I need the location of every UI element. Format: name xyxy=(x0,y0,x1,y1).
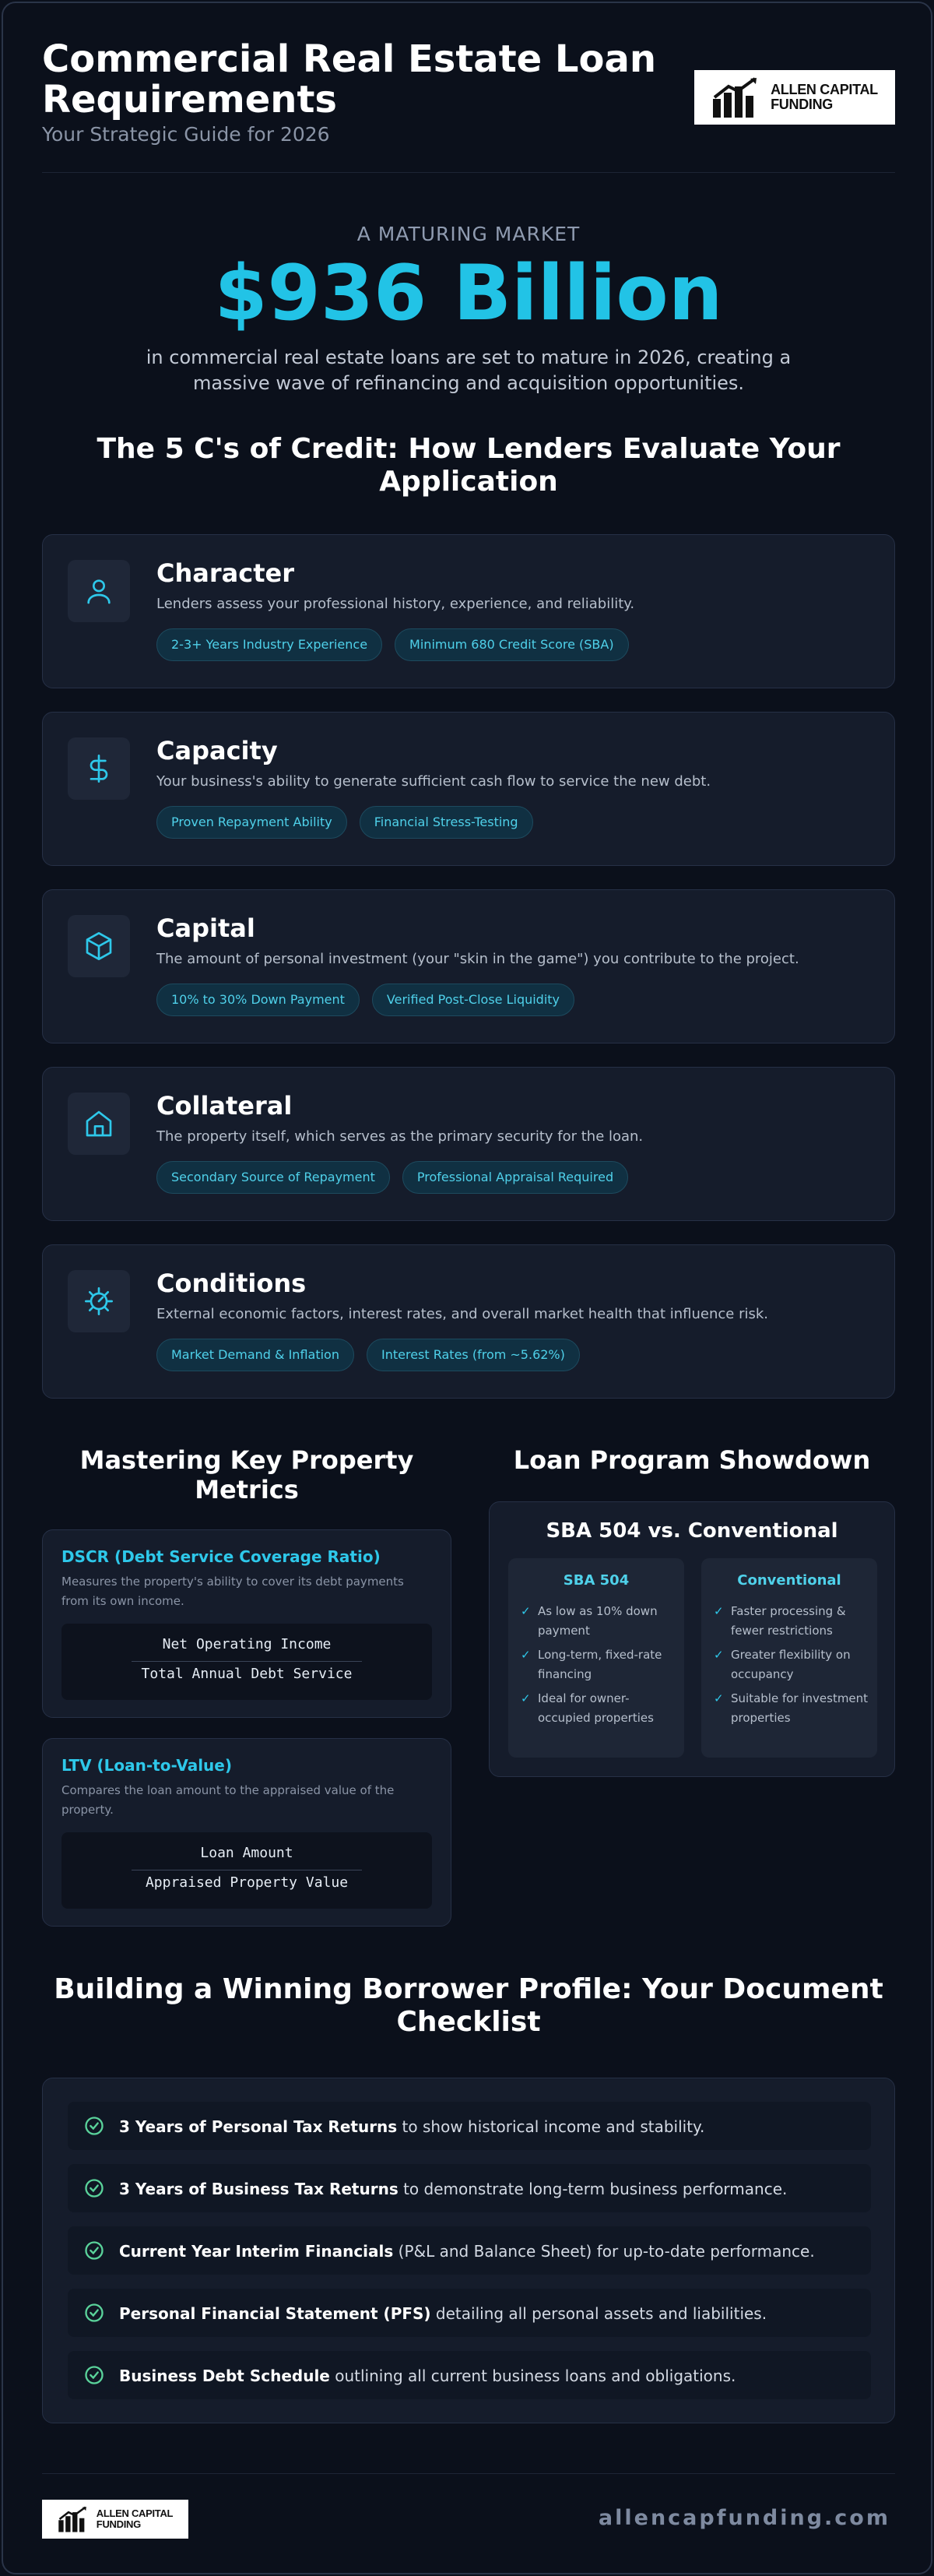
program-feature-text: Suitable for investment properties xyxy=(731,1691,869,1725)
program-feature xyxy=(521,1602,676,1641)
c-card-description: Your business's ability to generate sufficient cash flow to service the new debt. xyxy=(156,773,711,790)
c-card-tag: Minimum 680 Credit Score (SBA) xyxy=(395,628,629,661)
checklist-item-text xyxy=(119,2117,704,2136)
c-card-name: Character xyxy=(156,558,294,588)
checklist-item-rest: (P&L and Balance Sheet) for up-to-date performance. xyxy=(393,2242,815,2261)
check-icon: ✓ xyxy=(521,1604,531,1618)
hero-kicker: A MATURING MARKET xyxy=(356,223,581,245)
hero xyxy=(42,223,895,396)
c-card-tag: Interest Rates (from ~5.62%) xyxy=(367,1339,580,1371)
program-name: Conventional xyxy=(737,1572,841,1589)
metrics-title: Mastering Key Property Metrics xyxy=(79,1445,414,1504)
program-feature xyxy=(521,1689,676,1728)
box-icon xyxy=(68,915,130,977)
footer-divider xyxy=(42,2473,895,2474)
c-card-collateral xyxy=(42,1067,895,1221)
check-circle-icon xyxy=(83,2177,105,2199)
checklist-item xyxy=(68,2164,871,2212)
logo-line-1: ALLEN CAPITAL xyxy=(96,2507,174,2519)
hero-description: in commercial real estate loans are set to mature in 2026, creating a massive wave of refinancing and acquisition opportunities. xyxy=(146,347,792,394)
hero-amount: $936 Billion xyxy=(214,249,723,338)
check-icon: ✓ xyxy=(714,1604,724,1618)
showdown-card xyxy=(489,1501,895,1777)
c-card-tag: Financial Stress-Testing xyxy=(360,806,533,839)
program-feature xyxy=(521,1645,676,1684)
c-card-capacity xyxy=(42,712,895,866)
checklist-item-rest: outlining all current business loans and obligations. xyxy=(329,2367,736,2385)
home-icon xyxy=(68,1093,130,1155)
logo[interactable] xyxy=(694,70,895,125)
c-card-name: Conditions xyxy=(156,1269,307,1298)
program-name: SBA 504 xyxy=(563,1572,630,1589)
formula-divider xyxy=(132,1661,362,1662)
logo-text xyxy=(771,83,878,112)
c-card-tag: Verified Post-Close Liquidity xyxy=(372,984,574,1016)
dollar-icon xyxy=(68,737,130,800)
checklist-item-bold: Business Debt Schedule xyxy=(119,2367,330,2385)
c-card-description: Lenders assess your professional history, experience, and reliability. xyxy=(156,596,635,612)
page-subtitle: Your Strategic Guide for 2026 xyxy=(42,123,330,146)
building-logo-icon xyxy=(58,2506,90,2532)
c-card-name: Capital xyxy=(156,913,255,943)
check-icon: ✓ xyxy=(714,1691,724,1705)
metric-card-dscr xyxy=(42,1529,451,1718)
checklist-item-rest: detailing all personal assets and liabilities. xyxy=(430,2304,767,2323)
program-feature-text: Ideal for owner-occupied properties xyxy=(538,1691,654,1725)
footer-logo[interactable] xyxy=(42,2500,188,2539)
checklist-item-bold: 3 Years of Business Tax Returns xyxy=(119,2180,399,2198)
logo-line-1: ALLEN CAPITAL xyxy=(771,82,878,97)
person-icon xyxy=(68,560,130,622)
c-card-tag: Proven Repayment Ability xyxy=(156,806,347,839)
c-card-conditions xyxy=(42,1244,895,1399)
checklist-item xyxy=(68,2351,871,2399)
c-card-tag: 2-3+ Years Industry Experience xyxy=(156,628,382,661)
check-icon: ✓ xyxy=(714,1648,724,1662)
checklist-item-bold: Personal Financial Statement (PFS) xyxy=(119,2304,431,2323)
check-circle-icon xyxy=(83,2240,105,2261)
checklist-item-rest: to demonstrate long-term business performance. xyxy=(398,2180,788,2198)
metric-card-ltv xyxy=(42,1738,451,1927)
c-card-name: Capacity xyxy=(156,736,278,765)
checklist-item-bold: 3 Years of Personal Tax Returns xyxy=(119,2117,398,2136)
program-feature xyxy=(714,1689,869,1728)
c-card-tag: Secondary Source of Repayment xyxy=(156,1161,390,1194)
check-icon: ✓ xyxy=(521,1691,531,1705)
settings-icon xyxy=(68,1270,130,1332)
metric-formula xyxy=(61,1624,432,1700)
check-circle-icon xyxy=(83,2302,105,2324)
formula-numerator: Net Operating Income xyxy=(162,1636,332,1652)
c-card-character xyxy=(42,534,895,688)
check-icon: ✓ xyxy=(521,1648,531,1662)
building-logo-icon xyxy=(711,77,763,118)
checklist-item-text xyxy=(119,2304,767,2323)
checklist-title: Building a Winning Borrower Profile: Your Document Checklist xyxy=(54,1973,883,2038)
page xyxy=(2,2,932,2574)
checklist-item-bold: Current Year Interim Financials xyxy=(119,2242,394,2261)
formula-denominator: Appraised Property Value xyxy=(145,1874,349,1891)
showdown-title: Loan Program Showdown xyxy=(513,1445,871,1475)
program-feature xyxy=(714,1645,869,1684)
checklist-item xyxy=(68,2289,871,2337)
check-circle-icon xyxy=(83,2364,105,2386)
program-feature-text: As low as 10% down payment xyxy=(538,1604,658,1638)
page-title: Commercial Real Estate Loan Requirements xyxy=(42,37,657,121)
five-cs-title: The 5 C's of Credit: How Lenders Evaluate Your Application xyxy=(97,433,841,498)
logo-line-2: FUNDING xyxy=(96,2518,141,2530)
c-card-description: External economic factors, interest rates, and overall market health that influence risk. xyxy=(156,1306,768,1322)
header xyxy=(42,39,895,173)
metric-name: DSCR (Debt Service Coverage Ratio) xyxy=(61,1547,381,1566)
checklist-item xyxy=(68,2102,871,2150)
metric-description: Measures the property's ability to cover its debt payments from its own income. xyxy=(61,1575,404,1608)
formula-numerator: Loan Amount xyxy=(200,1845,293,1861)
program-feature-text: Long-term, fixed-rate financing xyxy=(538,1648,662,1681)
program-feature xyxy=(714,1602,869,1641)
c-card-capital xyxy=(42,889,895,1043)
program-column-sba xyxy=(508,1558,684,1758)
metric-formula xyxy=(61,1832,432,1909)
program-feature-text: Greater flexibility on occupancy xyxy=(731,1648,851,1681)
c-card-name: Collateral xyxy=(156,1091,293,1121)
metric-description: Compares the loan amount to the appraised value of the property. xyxy=(61,1783,395,1817)
check-circle-icon xyxy=(83,2115,105,2137)
checklist-item xyxy=(68,2226,871,2275)
program-column-conventional xyxy=(701,1558,877,1758)
program-feature-text: Faster processing & fewer restrictions xyxy=(731,1604,846,1638)
checklist-item-text xyxy=(119,2180,787,2198)
checklist-item-text xyxy=(119,2242,815,2261)
metric-name: LTV (Loan-to-Value) xyxy=(61,1756,233,1775)
checklist-panel xyxy=(42,2078,895,2423)
checklist-item-text xyxy=(119,2367,736,2385)
logo-line-2: FUNDING xyxy=(771,97,834,112)
footer-url-link[interactable]: allencapfunding.com xyxy=(598,2506,890,2530)
c-card-tag: 10% to 30% Down Payment xyxy=(156,984,360,1016)
checklist-item-rest: to show historical income and stability. xyxy=(397,2117,705,2136)
c-card-description: The property itself, which serves as the primary security for the loan. xyxy=(156,1128,644,1145)
c-card-tag: Professional Appraisal Required xyxy=(402,1161,628,1194)
c-card-description: The amount of personal investment (your "skin in the game") you contribute to the project. xyxy=(156,951,799,967)
showdown-card-title: SBA 504 vs. Conventional xyxy=(546,1519,838,1543)
formula-denominator: Total Annual Debt Service xyxy=(141,1666,353,1682)
logo-text xyxy=(97,2508,173,2530)
c-card-tag: Market Demand & Inflation xyxy=(156,1339,354,1371)
